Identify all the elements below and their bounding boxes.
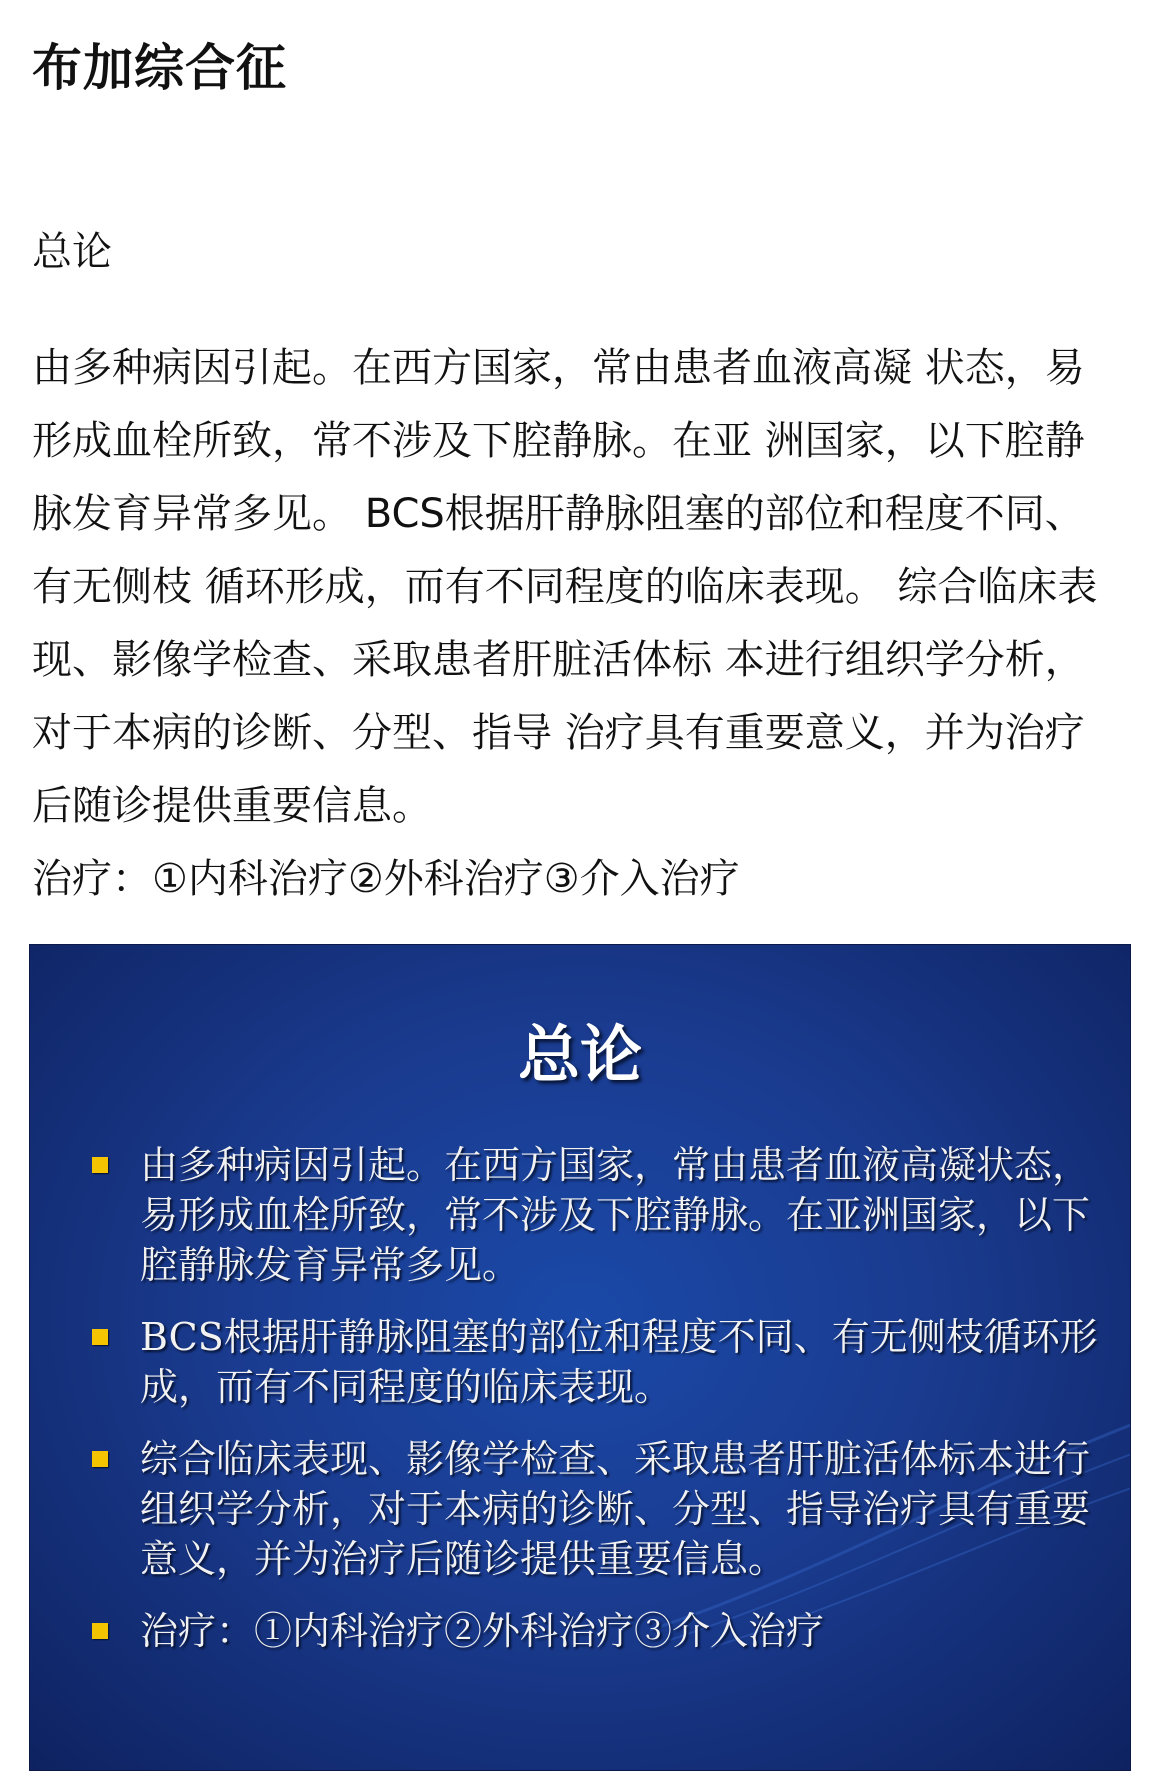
article-body xyxy=(32,332,1122,916)
slide-bullet-text: 综合临床表现、影像学检查、采取患者肝脏活体标本进行组织学分析，对于本病的诊断、分型、指导治疗具有重要意义，并为治疗后随诊提供重要信息。 xyxy=(140,1437,1091,1581)
square-bullet-icon xyxy=(92,1451,108,1467)
square-bullet-icon xyxy=(92,1157,108,1173)
slide-bullet-item xyxy=(92,1312,1102,1412)
slide-bullet-text: BCS根据肝静脉阻塞的部位和程度不同、有无侧枝循环形成，而有不同程度的临床表现。 xyxy=(140,1315,1098,1409)
slide-bullet-text: 由多种病因引起。在西方国家，常由患者血液高凝状态，易形成血栓所致，常不涉及下腔静脉。在亚洲国家，以下腔静脉发育异常多见。 xyxy=(140,1143,1091,1287)
page-title: 布加综合征 xyxy=(32,39,287,97)
square-bullet-icon xyxy=(92,1623,108,1639)
slide-bullet-item xyxy=(92,1434,1102,1584)
slide-bullet-text: 治疗：①内科治疗②外科治疗③介入治疗 xyxy=(140,1609,825,1653)
slide-title: 总论 xyxy=(517,1018,642,1091)
article-treatment-line: 治疗：①内科治疗②外科治疗③介入治疗 xyxy=(32,856,740,902)
square-bullet-icon xyxy=(92,1329,108,1345)
section-heading: 总论 xyxy=(32,229,112,275)
slide-bullet-list xyxy=(92,1140,1102,1678)
article-paragraph: 由多种病因引起。在西方国家，常由患者血液高凝 状态，易形成血栓所致，常不涉及下腔静脉。在亚 洲国家，以下腔静脉发育异常多见。 BCS根据肝静脉阻塞的部位和程度不同、有无侧枝 循环形成，而有不同程度的临床表现。 综合临床表现、影像学检查、采取患者肝脏活体标 本进行组织学分析，对于本病的诊断、分型、指导 治疗具有重要意义，并为治疗后随诊提供重要信息。 xyxy=(32,345,1098,829)
slide-image[interactable] xyxy=(30,945,1130,1770)
slide-bullet-item xyxy=(92,1606,1102,1656)
slide-bullet-item xyxy=(92,1140,1102,1290)
